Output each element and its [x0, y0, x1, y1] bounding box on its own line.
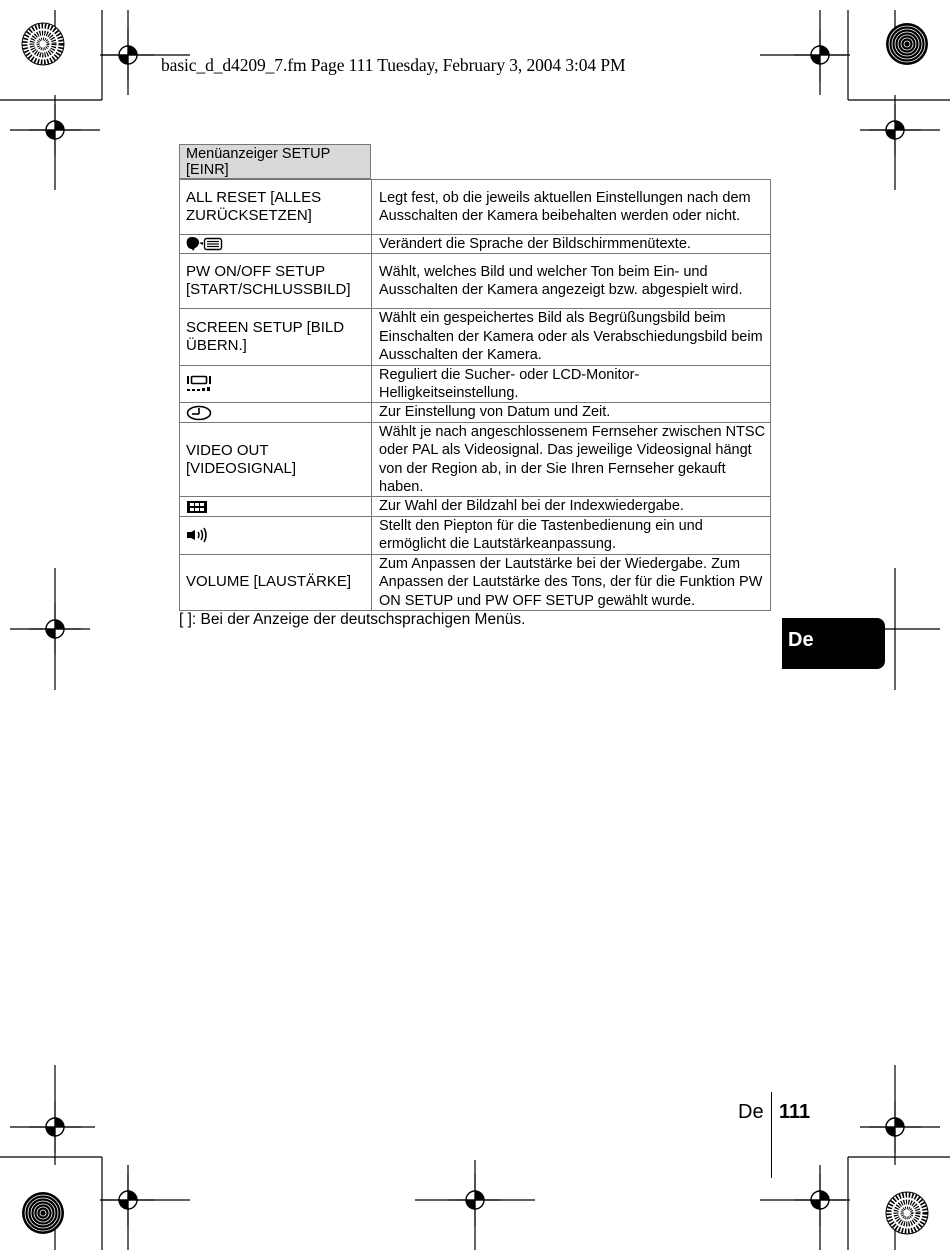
language-icon [186, 236, 226, 252]
row-description: Reguliert die Sucher- oder LCD-Monitor-Helligkeitseinstellung. [372, 365, 771, 403]
footer-language: De [738, 1101, 764, 1123]
table-row [180, 403, 771, 422]
table-row [180, 180, 771, 235]
language-tab: De [782, 618, 885, 669]
row-label: VOLUME [LAUSTÄRKE] [180, 554, 372, 610]
row-label: ALL RESET [ALLES ZURÜCKSETZEN] [180, 180, 372, 235]
row-label: VIDEO OUT [VIDEOSIGNAL] [180, 422, 372, 497]
footnote: [ ]: Bei der Anzeige der deutschsprachigen Menüs. [179, 611, 526, 628]
row-description: Legt fest, ob die jeweils aktuellen Einstellungen nach dem Ausschalten der Kamera beibehalten werden oder nicht. [372, 180, 771, 235]
clock-icon [186, 405, 214, 421]
table-row [180, 422, 771, 497]
row-description: Wählt je nach angeschlossenem Fernseher zwischen NTSC oder PAL als Videosignal. Das jeweilige Videosignal hängt von der Region ab, in der Sie Ihren Fernseher gekauft haben. [372, 422, 771, 497]
running-head: basic_d_d4209_7.fm Page 111 Tuesday, February 3, 2004 3:04 PM [161, 55, 626, 75]
row-description: Wählt, welches Bild und welcher Ton beim Ein- und Ausschalten der Kamera angezeigt bzw. abgespielt wird. [372, 254, 771, 309]
setup-menu-table [179, 179, 771, 611]
table-row [180, 309, 771, 365]
beep-icon [186, 527, 212, 543]
row-label: SCREEN SETUP [BILD ÜBERN.] [180, 309, 372, 365]
row-description: Verändert die Sprache der Bildschirmmenütexte. [372, 235, 771, 254]
page-number: 111 [779, 1101, 811, 1123]
table-row [180, 235, 771, 254]
table-heading: Menüanzeiger SETUP [EINR] [179, 144, 371, 179]
index-display-icon [186, 500, 210, 514]
row-label: PW ON/OFF SETUP [START/SCHLUSSBILD] [180, 254, 372, 309]
table-row [180, 254, 771, 309]
row-description: Stellt den Piepton für die Tastenbedienung ein und ermöglicht die Lautstärkeanpassung. [372, 516, 771, 554]
table-row [180, 516, 771, 554]
footer-divider [771, 1092, 772, 1178]
table-row [180, 554, 771, 610]
table-row [180, 497, 771, 516]
row-description: Zur Wahl der Bildzahl bei der Indexwiedergabe. [372, 497, 771, 516]
row-description: Wählt ein gespeichertes Bild als Begrüßungsbild beim Einschalten der Kamera oder als Verabschiedungsbild beim Ausschalten der Kamera. [372, 309, 771, 365]
monitor-brightness-icon [186, 374, 214, 394]
row-description: Zur Einstellung von Datum und Zeit. [372, 403, 771, 422]
row-description: Zum Anpassen der Lautstärke bei der Wiedergabe. Zum Anpassen der Lautstärke des Tons, der für die Funktion PW ON SETUP und PW OFF SETUP gewählt wurde. [372, 554, 771, 610]
table-row [180, 365, 771, 403]
